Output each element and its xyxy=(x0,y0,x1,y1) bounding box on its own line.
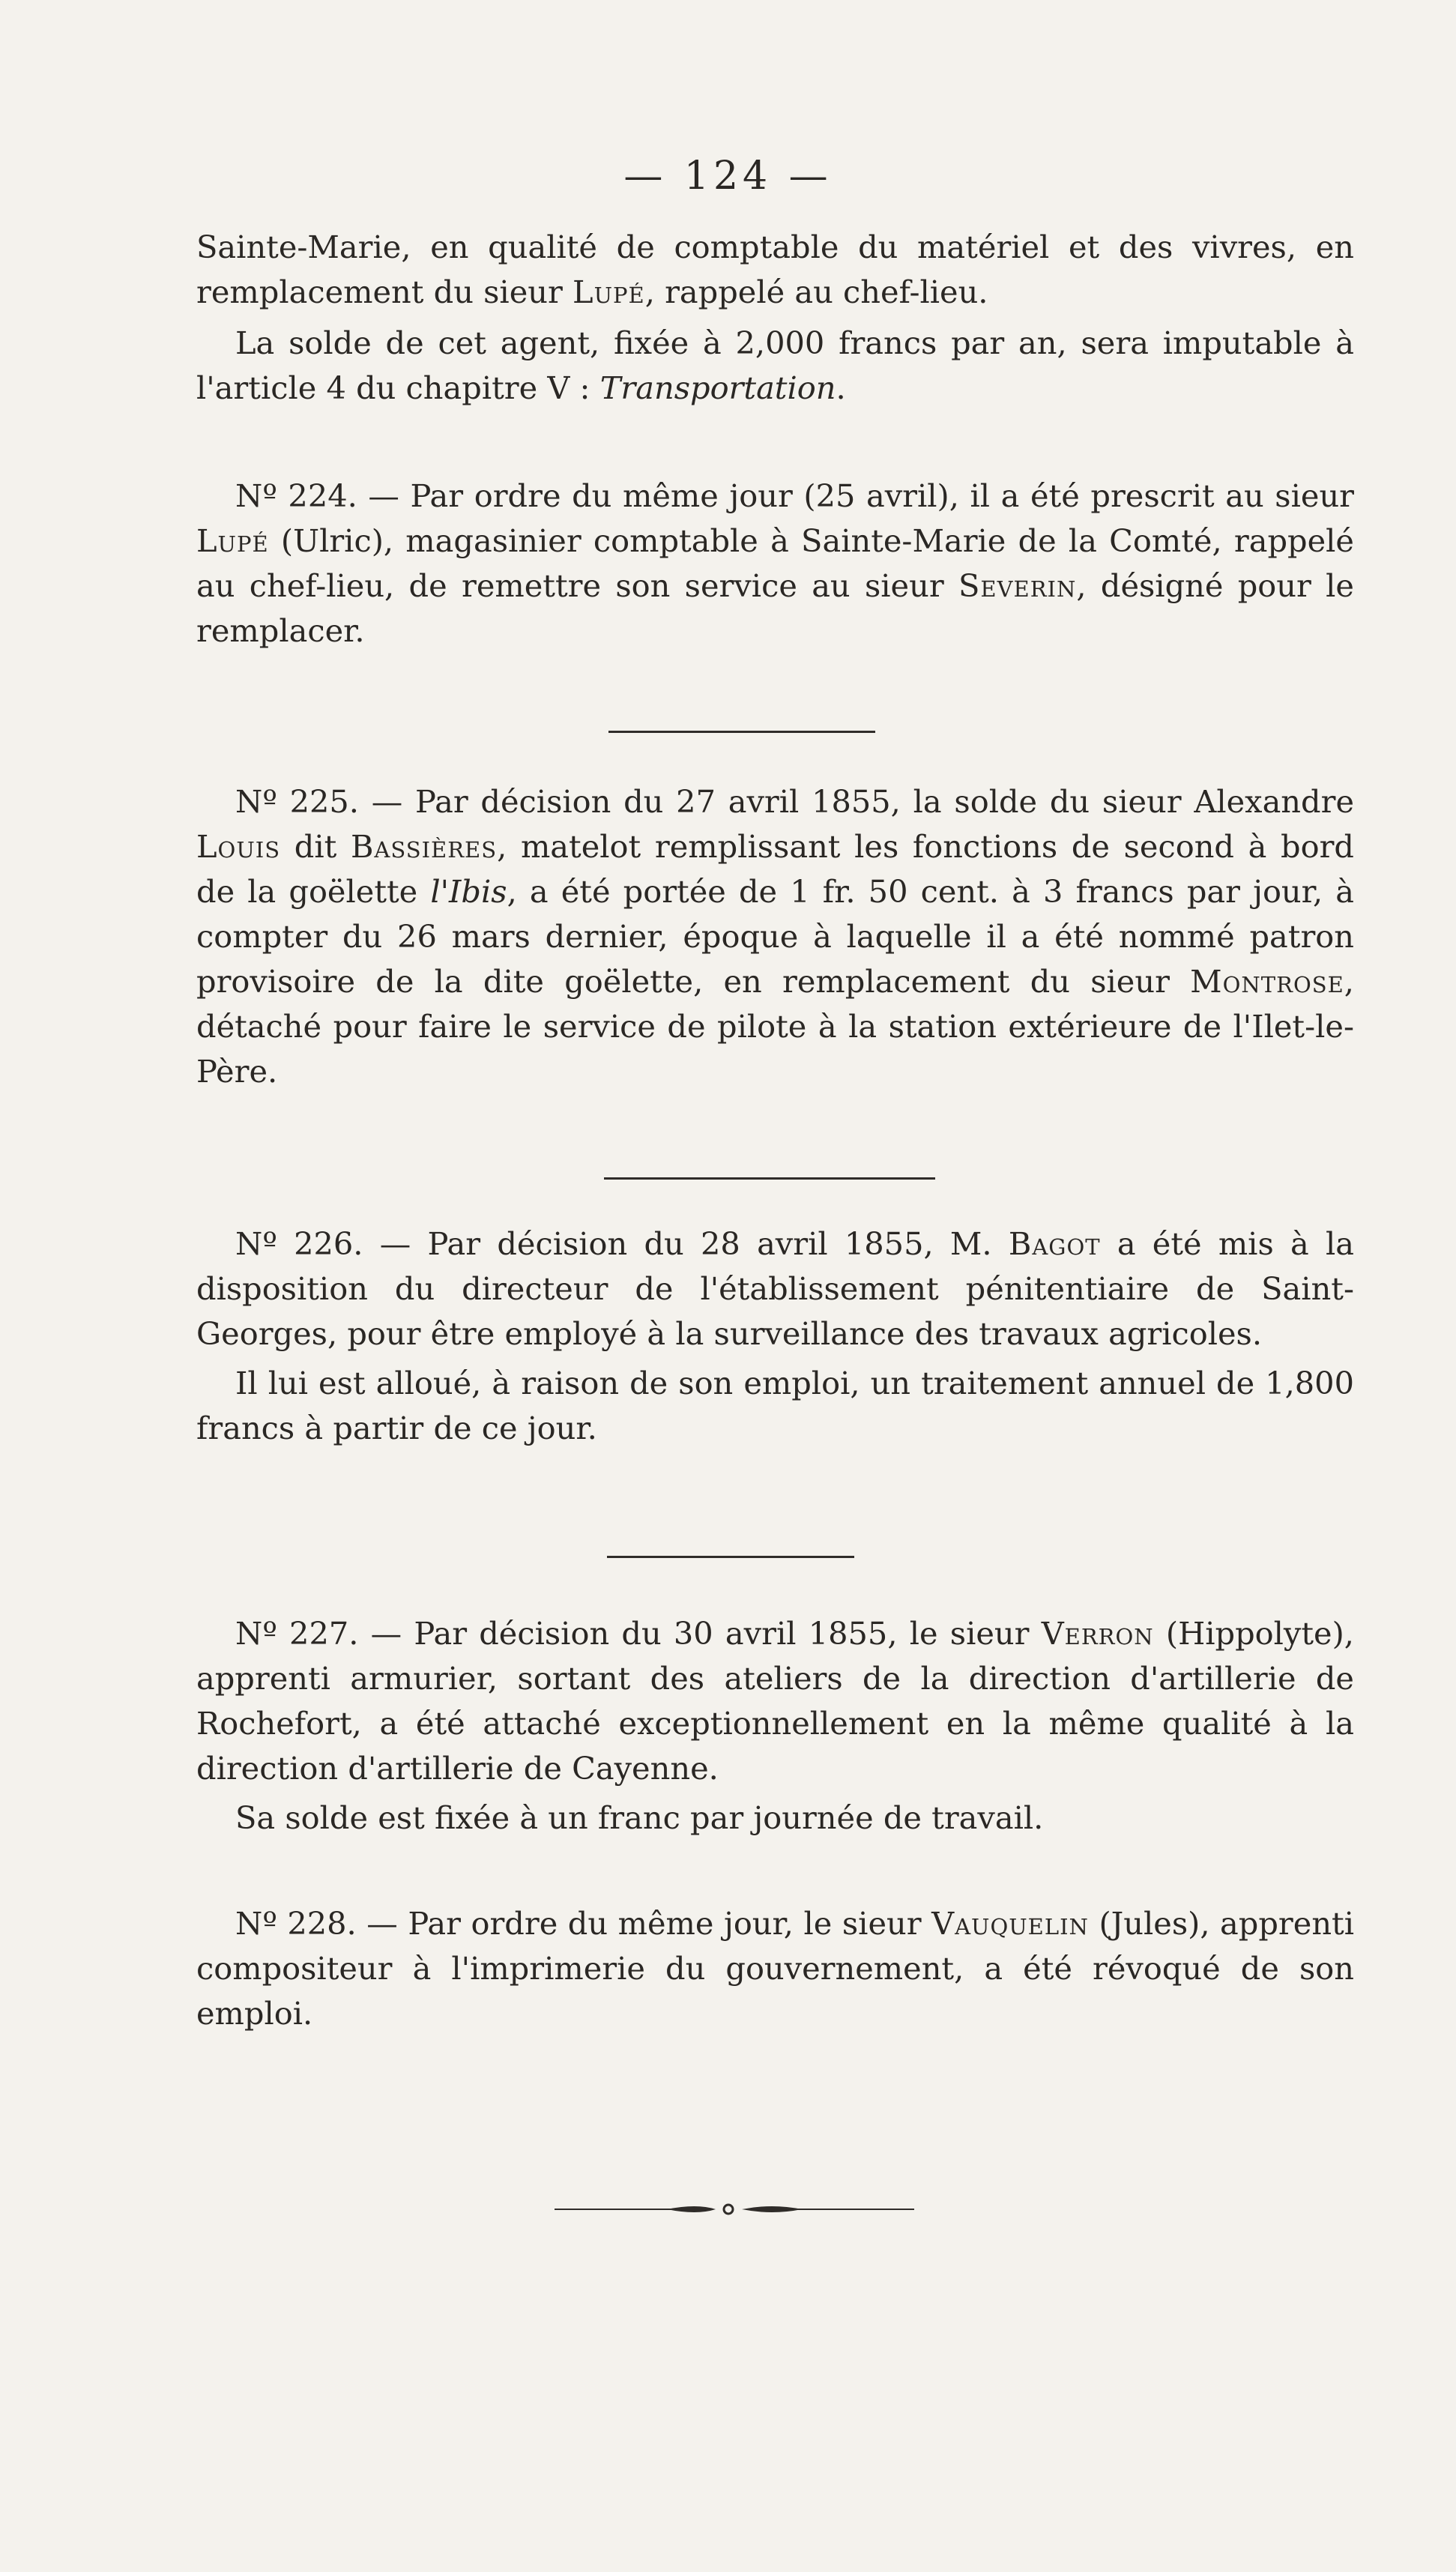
person-name: Bassières xyxy=(350,828,498,865)
person-name: Severin xyxy=(958,567,1077,604)
budget-title: Transportation xyxy=(599,369,836,406)
entry-227 xyxy=(196,1611,1354,1841)
person-name: Verron xyxy=(1041,1615,1154,1652)
separator-rule xyxy=(608,731,875,733)
person-name: Vauquelin xyxy=(931,1905,1089,1942)
person-name: Bagot xyxy=(1008,1225,1101,1262)
page-number: — 124 — xyxy=(623,154,833,199)
entry-number: Nº 226. xyxy=(235,1225,363,1262)
entry-paragraph: Nº 228. — Par ordre du même jour, le sieur Vauquelin (Jules), apprenti compositeur à l'imprimerie du gouvernement, a été révoqué de son emploi. xyxy=(196,1905,1354,2032)
entry-number: Nº 227. xyxy=(235,1615,359,1652)
entry-228 xyxy=(196,1901,1354,2036)
person-name: Louis xyxy=(196,828,281,865)
continuation-block xyxy=(196,225,1354,411)
person-name: Montrose xyxy=(1190,963,1344,1000)
ship-name: l'Ibis xyxy=(430,873,507,910)
entry-number: Nº 228. xyxy=(235,1905,357,1942)
entry-226 xyxy=(196,1222,1354,1451)
pay-paragraph: Sa solde est fixée à un franc par journée de travail. xyxy=(235,1799,1044,1836)
entry-paragraph: Nº 226. — Par décision du 28 avril 1855, M. Bagot a été mis à la disposition du directeur de l'établissement pénitentiaire de Saint-Georges, pour être employé à la surveillance des travaux agricoles. xyxy=(196,1225,1354,1352)
separator-rule xyxy=(604,1177,935,1180)
entry-224 xyxy=(196,474,1354,653)
pay-paragraph: La solde de cet agent, fixée à 2,000 francs par an, sera imputable à l'article 4 du chapitre V : Transportation. xyxy=(196,324,1354,406)
pay-paragraph: Il lui est alloué, à raison de son emploi, un traitement annuel de 1,800 francs à partir de ce jour. xyxy=(196,1365,1354,1446)
entry-number: Nº 224. xyxy=(235,477,357,514)
entry-number: Nº 225. xyxy=(235,783,359,820)
entry-paragraph: Nº 227. — Par décision du 30 avril 1855, le sieur Verron (Hippolyte), apprenti armurier, sortant des ateliers de la direction d'artillerie de Rochefort, a été attaché exceptionnellement en la même qualité à la direction d'artillerie de Cayenne. xyxy=(196,1615,1354,1787)
person-name: Lupé xyxy=(196,522,269,559)
entry-paragraph: Nº 225. — Par décision du 27 avril 1855, la solde du sieur Alexandre Louis dit Bassières, matelot remplissant les fonctions de second à bord de la goëlette l'Ibis, a été portée de 1 fr. 50 cent. à 3 francs par jour, à compter du 26 mars dernier, époque à laquelle il a été nommé patron provisoire de la dite goëlette, en remplacement du sieur Montrose, détaché pour faire le service de pilote à la station extérieure de l'Ilet-le-Père. xyxy=(196,783,1354,1090)
tail-ornament-icon xyxy=(555,2200,914,2218)
continuation-paragraph: Sainte-Marie, en qualité de comptable du matériel et des vivres, en remplacement du sieur Lupé, rappelé au chef-lieu. xyxy=(196,229,1354,310)
person-name: Lupé xyxy=(573,274,645,310)
entry-paragraph: Nº 224. — Par ordre du même jour (25 avril), il a été prescrit au sieur Lupé (Ulric), magasinier comptable à Sainte-Marie de la Comté, rappelé au chef-lieu, de remettre son service au sieur Severin, désigné pour le remplacer. xyxy=(196,477,1355,649)
entry-225 xyxy=(196,779,1354,1094)
separator-rule xyxy=(607,1556,854,1558)
